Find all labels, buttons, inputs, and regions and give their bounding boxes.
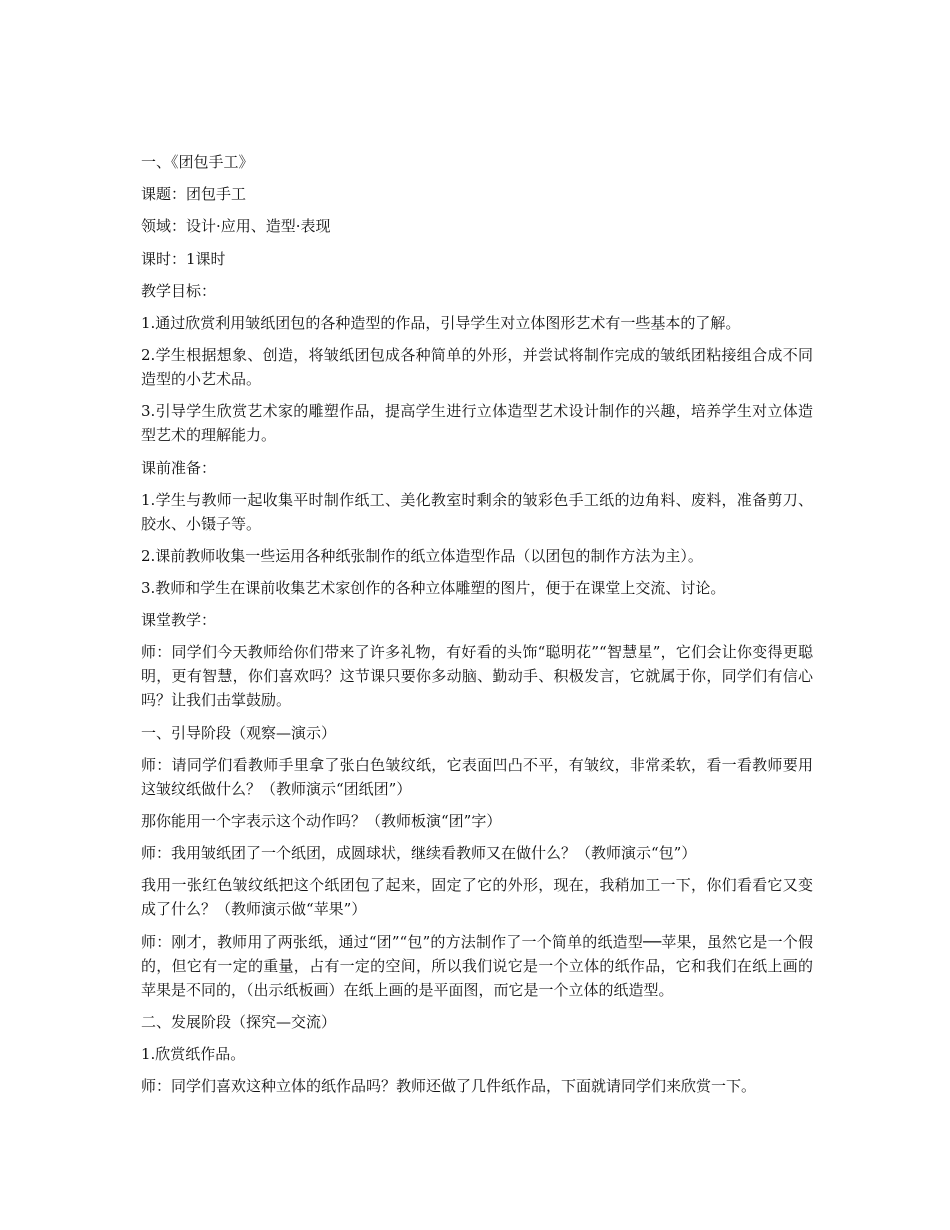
- objective-item: 3.引导学生欣赏艺术家的雕塑作品，提高学生进行立体造型艺术设计制作的兴趣，培养学生对立体造型艺术的理解能力。: [141, 402, 813, 445]
- preparation-item: 1.学生与教师一起收集平时制作纸工、美化教室时剩余的皱彩色手工纸的边角料、废料，准备剪刀、胶水、小镊子等。: [141, 490, 813, 533]
- body-paragraph: 师：同学们今天教师给你们带来了许多礼物，有好看的头饰“聪明花”“智慧星”，它们会让你变得更聪明，更有智慧，你们喜欢吗？这节课只要你多动脑、勤动手、积极发言，它就属于你，同学们有信心吗？让我们击掌鼓励。: [141, 643, 813, 710]
- preparation-item: 2.课前教师收集一些运用各种纸张制作的纸立体造型作品（以团包的制作方法为主）。: [141, 546, 703, 565]
- body-paragraph: 1.欣赏纸作品。: [141, 1044, 246, 1063]
- objectives-heading: 教学目标：: [141, 281, 217, 300]
- document-body: [141, 150, 813, 1106]
- body-paragraph: 那你能用一个字表示这个动作吗？（教师板演“团”字）: [141, 812, 502, 830]
- preparation-item: 3.教师和学生在课前收集艺术家创作的各种立体雕塑的图片，便于在课堂上交流、讨论。: [141, 579, 726, 598]
- stage-heading: 二、发展阶段（探究—交流）: [141, 1012, 337, 1031]
- body-paragraph: 师：刚才，教师用了两张纸，通过“团”“包”的方法制作了一个简单的纸造型──苹果，虽然它是一个假的，但它有一定的重量，占有一定的空间，所以我们说它是一个立体的纸作品，它和我们在纸上画的苹果是不同的，（出示纸板画）在纸上画的是平面图，而它是一个立体的纸造型。: [141, 932, 813, 999]
- lesson-domain: 领域：设计·应用、造型·表现: [141, 217, 331, 236]
- teaching-heading: 课堂教学：: [141, 611, 217, 630]
- preparation-heading: 课前准备：: [141, 458, 217, 477]
- lesson-hours: 课时：1课时: [141, 249, 226, 268]
- section-heading: 一、《团包手工》: [141, 153, 254, 171]
- body-paragraph: 师：同学们喜欢这种立体的纸作品吗？教师还做了几件纸作品，下面就请同学们来欣赏一下。: [141, 1077, 757, 1096]
- objective-item: 1.通过欣赏利用皱纸团包的各种造型的作品，引导学生对立体图形艺术有一些基本的了解。: [141, 313, 741, 332]
- objective-item: 2.学生根据想象、创造，将皱纸团包成各种简单的外形，并尝试将制作完成的皱纸团粘接组合成不同造型的小艺术品。: [141, 346, 813, 389]
- lesson-topic: 课题：团包手工: [141, 185, 247, 204]
- stage-heading: 一、引导阶段（观察—演示）: [141, 723, 337, 742]
- body-paragraph: 我用一张红色皱纹纸把这个纸团包了起来，固定了它的外形，现在，我稍加工一下，你们看看它又变成了什么？（教师演示做“苹果”）: [141, 876, 813, 919]
- body-paragraph: 师：请同学们看教师手里拿了张白色皱纹纸，它表面凹凸不平，有皱纹，非常柔软，看一看教师要用这皱纹纸做什么？（教师演示“团纸团”）: [141, 755, 813, 798]
- body-paragraph: 师：我用皱纸团了一个纸团，成圆球状，继续看教师又在做什么？（教师演示“包”）: [141, 844, 697, 863]
